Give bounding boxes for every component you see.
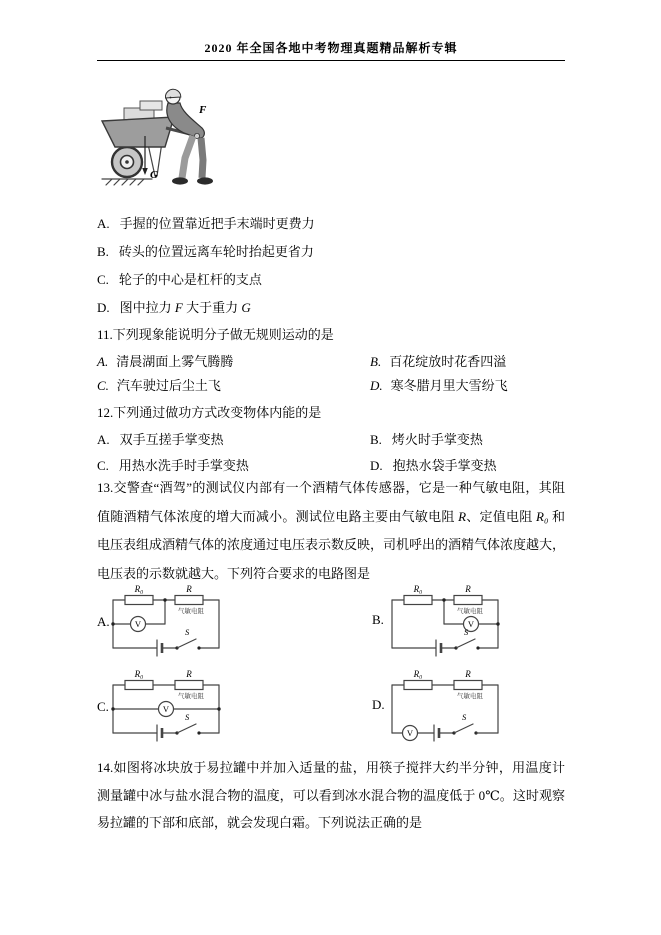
- option-label: D.: [97, 300, 110, 315]
- switch: [456, 639, 475, 648]
- gravity-g-label: G: [150, 169, 158, 181]
- gas-sensor-label: 气敏电阻: [457, 608, 483, 615]
- resistor-r-label: R: [186, 584, 192, 594]
- resistor-r0-label: R₀: [134, 584, 144, 594]
- back-leg: [201, 138, 203, 178]
- option-text: 轮子的中心是杠杆的支点: [118, 272, 262, 287]
- resistor-r-symbol: R: [458, 508, 467, 524]
- wheel: [112, 147, 142, 177]
- q14-stem: 14.如图将冰块放于易拉罐中并加入适量的盐，用筷子搅拌大约半分钟，用温度计测量罐中冰与盐水混合物的温度，可以看到冰水混合物的温度低于 0℃。这时观察易拉罐的下部和底部，就会发现白霜。下列说法正确的是: [97, 760, 565, 830]
- q12-option-c: [97, 458, 249, 473]
- gravity-g-symbol: G: [241, 300, 251, 315]
- switch-label: S: [462, 712, 467, 722]
- option-text: 汽车驶过后尘土飞: [116, 378, 221, 393]
- resistor-r0-symbol: R₀: [536, 508, 549, 524]
- option-text: 双手互搓手掌变热: [119, 432, 224, 447]
- option-text: 图中拉力: [119, 300, 175, 315]
- circuit-c-label: C.: [97, 699, 109, 714]
- tray: [102, 101, 174, 147]
- switch-label: S: [185, 627, 190, 637]
- q11-options-row2: [97, 377, 565, 395]
- option-label: C.: [97, 458, 109, 473]
- option-label: A.: [97, 354, 109, 369]
- q12-option-a: [97, 432, 224, 447]
- voltmeter-label: V: [162, 704, 170, 714]
- q12-options-row2: [97, 457, 565, 475]
- q13-stem: [97, 474, 565, 588]
- gas-sensor-label: 气敏电阻: [178, 608, 204, 615]
- resistor-r0-label: R₀: [134, 669, 144, 679]
- q12-stem: 12.下列通过做功方式改变物体内能的是: [97, 405, 322, 420]
- option-text: 手握的位置靠近把手末端时更费力: [119, 216, 315, 231]
- voltmeter-label: V: [406, 728, 414, 738]
- resistor-r-label: R: [186, 669, 192, 679]
- shoe: [197, 177, 213, 184]
- voltmeter-label: V: [134, 619, 142, 629]
- cap: [166, 89, 181, 98]
- option-text: 寒冬腊月里大雪纷飞: [390, 378, 508, 393]
- shoe: [172, 177, 188, 184]
- option-text: 清晨湖面上雾气腾腾: [116, 354, 234, 369]
- q11-option-c: [97, 378, 221, 393]
- q12-options-row1: [97, 431, 565, 449]
- q11-options-row1: [97, 353, 565, 371]
- q10-option-c: [97, 271, 262, 289]
- circuit-diagram-a: [107, 582, 227, 662]
- switch-label: S: [185, 712, 190, 722]
- option-text: 大于重力: [182, 300, 242, 315]
- voltmeter-label: V: [467, 619, 475, 629]
- option-label: B.: [370, 354, 382, 369]
- switch: [454, 724, 473, 733]
- gas-sensor-label: 气敏电阻: [457, 693, 483, 700]
- option-label: D.: [370, 458, 383, 473]
- circuit-b-label: B.: [372, 612, 384, 627]
- q11-option-b: [370, 353, 506, 371]
- resistor-r-label: R: [465, 584, 471, 594]
- switch: [177, 639, 196, 648]
- force-f-label: F: [199, 104, 207, 116]
- option-text: 砖头的位置远离车轮时抬起更省力: [118, 244, 314, 259]
- gas-sensor-label: 气敏电阻: [178, 693, 204, 700]
- q10-option-d: [97, 299, 251, 317]
- option-label: C.: [97, 378, 109, 393]
- ground-hatch: [102, 179, 152, 185]
- q10-option-b: [97, 243, 314, 261]
- force-f-symbol: F: [174, 300, 183, 315]
- option-label: D.: [370, 378, 383, 393]
- option-text: 用热水洗手时手掌变热: [118, 458, 249, 473]
- circuit-diagram-d: [386, 667, 506, 747]
- circuit-diagram-c: [107, 667, 227, 747]
- q11-stem: 11.下列现象能说明分子做无规则运动的是: [97, 327, 334, 342]
- q11-option-a: [97, 354, 233, 369]
- q13-text: 、定值电阻: [466, 508, 537, 524]
- option-label: A.: [97, 432, 110, 447]
- front-leg: [182, 136, 193, 178]
- option-label: B.: [370, 432, 382, 447]
- switch: [177, 724, 196, 733]
- q12-option-b: [370, 431, 483, 449]
- q13-text: 13.交警查“酒驾”的测试仪内部有一个酒精气体传感器，它是一种气敏电阻，其阻值随酒精气体浓度的增大而减小。测试位电路主要由气敏电阻: [97, 480, 565, 524]
- page-title: 2020 年全国各地中考物理真题精品解析专辑: [204, 41, 458, 55]
- option-label: B.: [97, 244, 109, 259]
- q13-text: 和电压表组成酒精气体的浓度通过电压表示数反映，司机呼出的酒精气体浓度越大，电压表的示数就越大。下列符合要求的电路图是: [97, 508, 566, 581]
- option-text: 抱热水袋手掌变热: [392, 458, 497, 473]
- option-text: 百花绽放时花香四溢: [389, 354, 507, 369]
- circuit-a-label: A.: [97, 614, 110, 629]
- header-divider: [97, 60, 565, 61]
- resistor-r-label: R: [465, 669, 471, 679]
- circuit-d-label: D.: [372, 697, 385, 712]
- option-label: A.: [97, 216, 110, 231]
- switch-label: S: [464, 627, 469, 637]
- resistor-r0-label: R₀: [413, 669, 423, 679]
- option-text: 烤火时手掌变热: [391, 432, 483, 447]
- q11-option-d: [370, 377, 508, 395]
- q10-option-a: [97, 215, 315, 233]
- q12-option-d: [370, 457, 497, 475]
- resistor-r0-label: R₀: [413, 584, 423, 594]
- circuit-diagram-b: [386, 582, 506, 662]
- wheelbarrow-figure: [98, 86, 250, 200]
- option-label: C.: [97, 272, 109, 287]
